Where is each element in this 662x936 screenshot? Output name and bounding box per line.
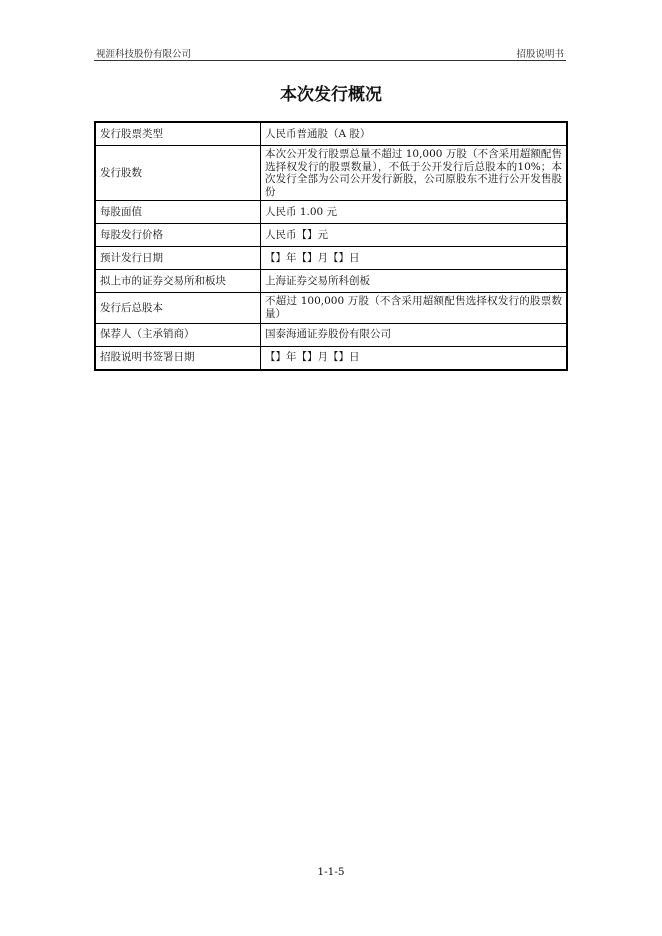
row-label: 招股说明书签署日期 xyxy=(95,346,261,370)
row-value: 【】年【】月【】日 xyxy=(261,247,568,270)
page-header xyxy=(94,46,566,61)
row-label: 发行股数 xyxy=(95,146,261,201)
row-label: 拟上市的证券交易所和板块 xyxy=(95,270,261,293)
table-row xyxy=(95,201,567,224)
row-value: 【】年【】月【】日 xyxy=(261,346,568,370)
table-row xyxy=(95,323,567,346)
document-type: 招股说明书 xyxy=(516,49,564,60)
row-value: 人民币 1.00 元 xyxy=(261,201,568,224)
table-row xyxy=(95,293,567,323)
table-row xyxy=(95,122,567,146)
company-name: 视涯科技股份有限公司 xyxy=(96,49,192,60)
row-label: 每股面值 xyxy=(95,201,261,224)
row-value: 本次公开发行股票总量不超过 10,000 万股（不含采用超额配售选择权发行的股票数量），不低于公开发行后总股本的10%；本次发行全部为公司公开发行新股，公司原股东不进行公开发售股份 xyxy=(261,146,568,201)
row-value: 不超过 100,000 万股（不含采用超额配售选择权发行的股票数量） xyxy=(261,293,568,323)
row-label: 发行股票类型 xyxy=(95,122,261,146)
row-label: 每股发行价格 xyxy=(95,224,261,247)
page-title: 本次发行概况 xyxy=(280,85,382,105)
table-row xyxy=(95,270,567,293)
row-value: 人民币普通股（A 股） xyxy=(261,122,568,146)
table-row xyxy=(95,224,567,247)
row-label: 预计发行日期 xyxy=(95,247,261,270)
table-row xyxy=(95,346,567,370)
row-value: 人民币【】元 xyxy=(261,224,568,247)
table-row xyxy=(95,247,567,270)
page-number: 1-1-5 xyxy=(317,866,345,878)
row-label: 发行后总股本 xyxy=(95,293,261,323)
row-value: 上海证券交易所科创板 xyxy=(261,270,568,293)
row-label: 保荐人（主承销商） xyxy=(95,323,261,346)
offering-summary-table xyxy=(94,121,568,371)
table-row xyxy=(95,146,567,201)
row-value: 国泰海通证券股份有限公司 xyxy=(261,323,568,346)
